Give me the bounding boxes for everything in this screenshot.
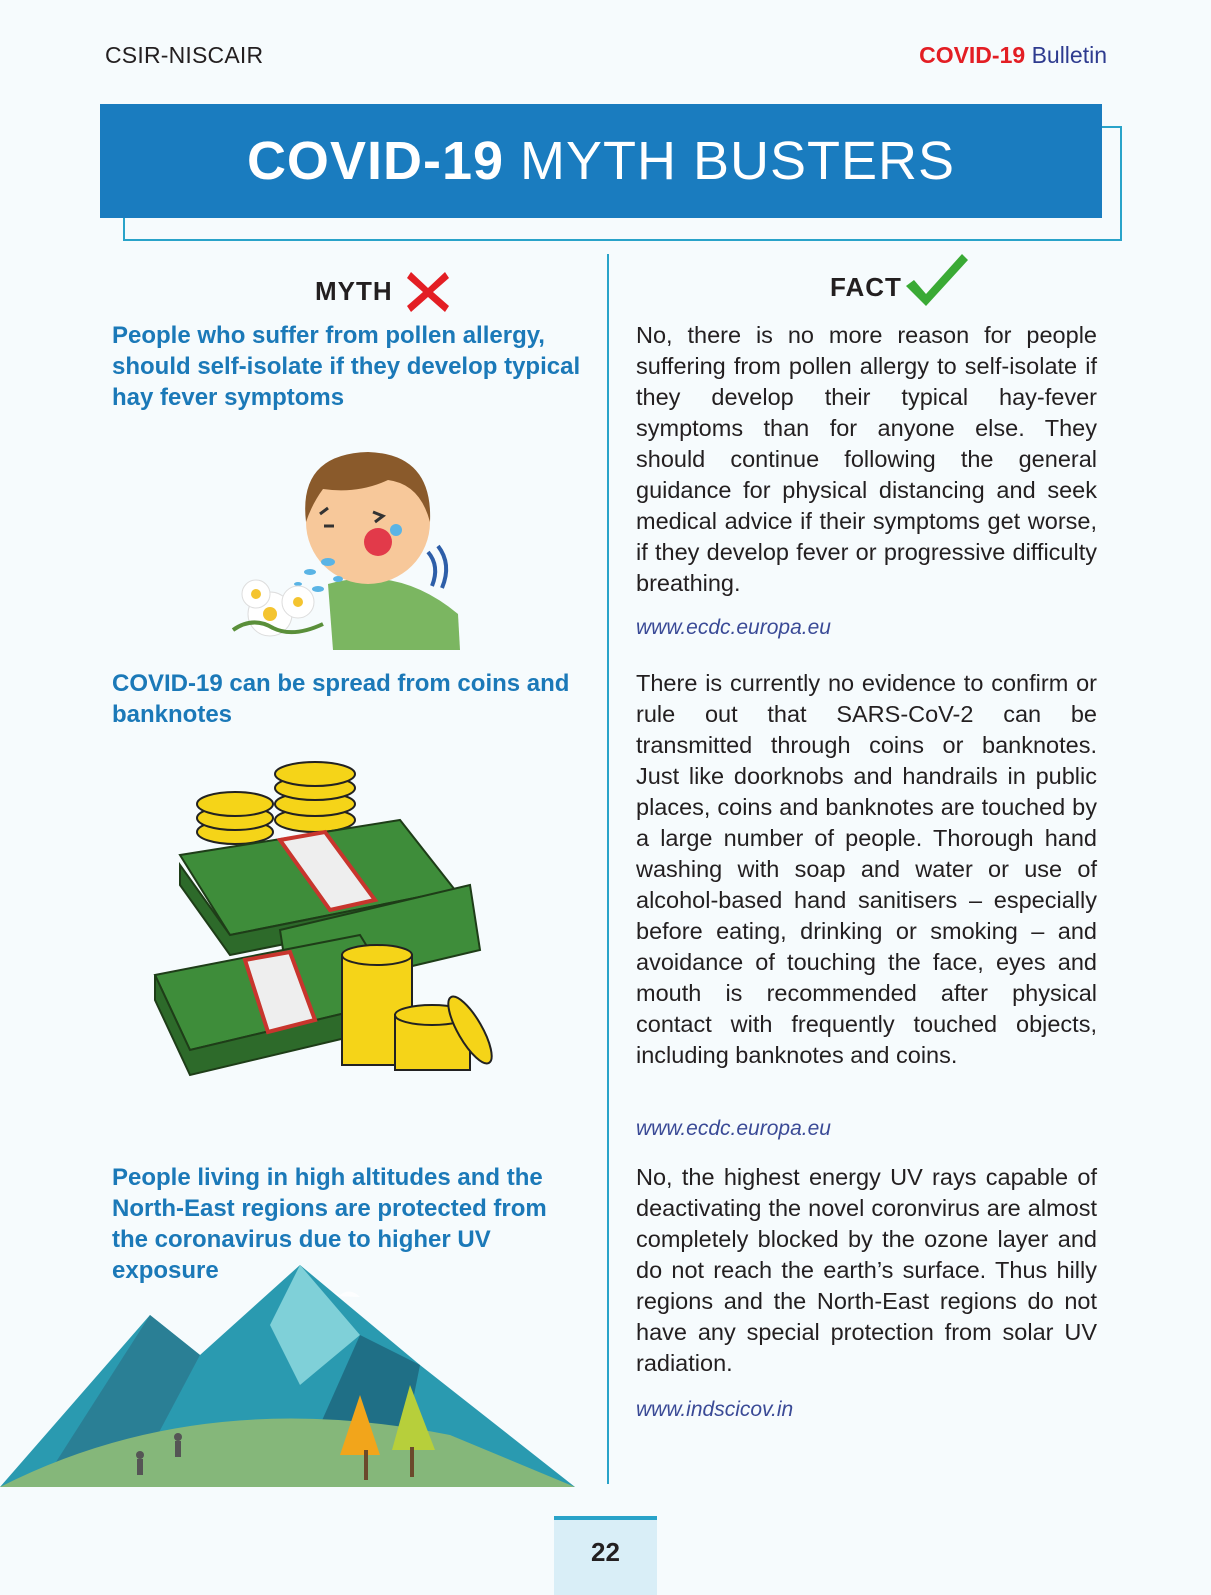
cross-icon: [403, 266, 453, 316]
check-icon: [904, 252, 970, 308]
page-title-banner: [100, 104, 1102, 218]
myth-text-1: People who suffer from pollen allergy, should self-isolate if they develop typical hay fever symptoms: [112, 322, 581, 411]
title-bold: COVID-19: [246, 131, 505, 191]
bulletin-title-blue: Bulletin: [1031, 42, 1107, 68]
myth-label: MYTH: [315, 275, 393, 306]
fact-label: FACT: [830, 271, 902, 302]
myth-column-header: [315, 266, 453, 316]
source-link-3[interactable]: www.indscicov.in: [636, 1398, 794, 1421]
sneezing-boy-illustration: [228, 434, 468, 650]
source-link-1[interactable]: www.ecdc.europa.eu: [636, 616, 831, 639]
title-rest: MYTH BUSTERS: [520, 131, 956, 191]
bulletin-title-red: COVID-19: [919, 42, 1026, 68]
fact-text-1: No, there is no more reason for people suffering from pollen allergy to self-isolate if they develop their typical hay-fever symptoms than for anyone else. They should continue following the general guidance for physical distancing and seek medical advice if their symptoms get worse, if they develop fever or progressive difficulty breathing.: [636, 322, 1097, 596]
publisher-name: CSIR-NISCAIR: [105, 42, 264, 68]
fact-text-2: There is currently no evidence to confirm or rule out that SARS-CoV-2 can be transmitted through coins or banknotes. Just like doorknobs and handrails in public places, coins and banknotes are touched by a large number of people. Thorough hand washing with soap and water or use of alcohol-based hand sanitisers – especially before eating, drinking or smoking – and avoidance of touching the face, eyes and mouth is recommended after physical contact with frequently touched objects, including banknotes and coins.: [636, 670, 1097, 1068]
myth-text-3: People living in high altitudes and the North-East regions are protected from the coronavirus due to higher UV exposure: [112, 1164, 547, 1284]
myth-text-2: COVID-19 can be spread from coins and banknotes: [112, 670, 570, 728]
source-link-2[interactable]: www.ecdc.europa.eu: [636, 1117, 831, 1140]
page-number: 22: [554, 1516, 657, 1595]
coins-and-banknotes-illustration: [150, 760, 510, 1090]
mountain-illustration: [0, 1265, 578, 1487]
column-divider: [607, 254, 609, 1484]
fact-text-3: No, the highest energy UV rays capable of deactivating the novel coronvirus are almost completely blocked by the ozone layer and do not reach the earth’s surface. Thus hilly regions and the North-East regions do not have any special protection from solar UV radiation.: [636, 1164, 1097, 1376]
fact-column-header: [830, 266, 970, 308]
bulletin-title: [919, 42, 1107, 69]
